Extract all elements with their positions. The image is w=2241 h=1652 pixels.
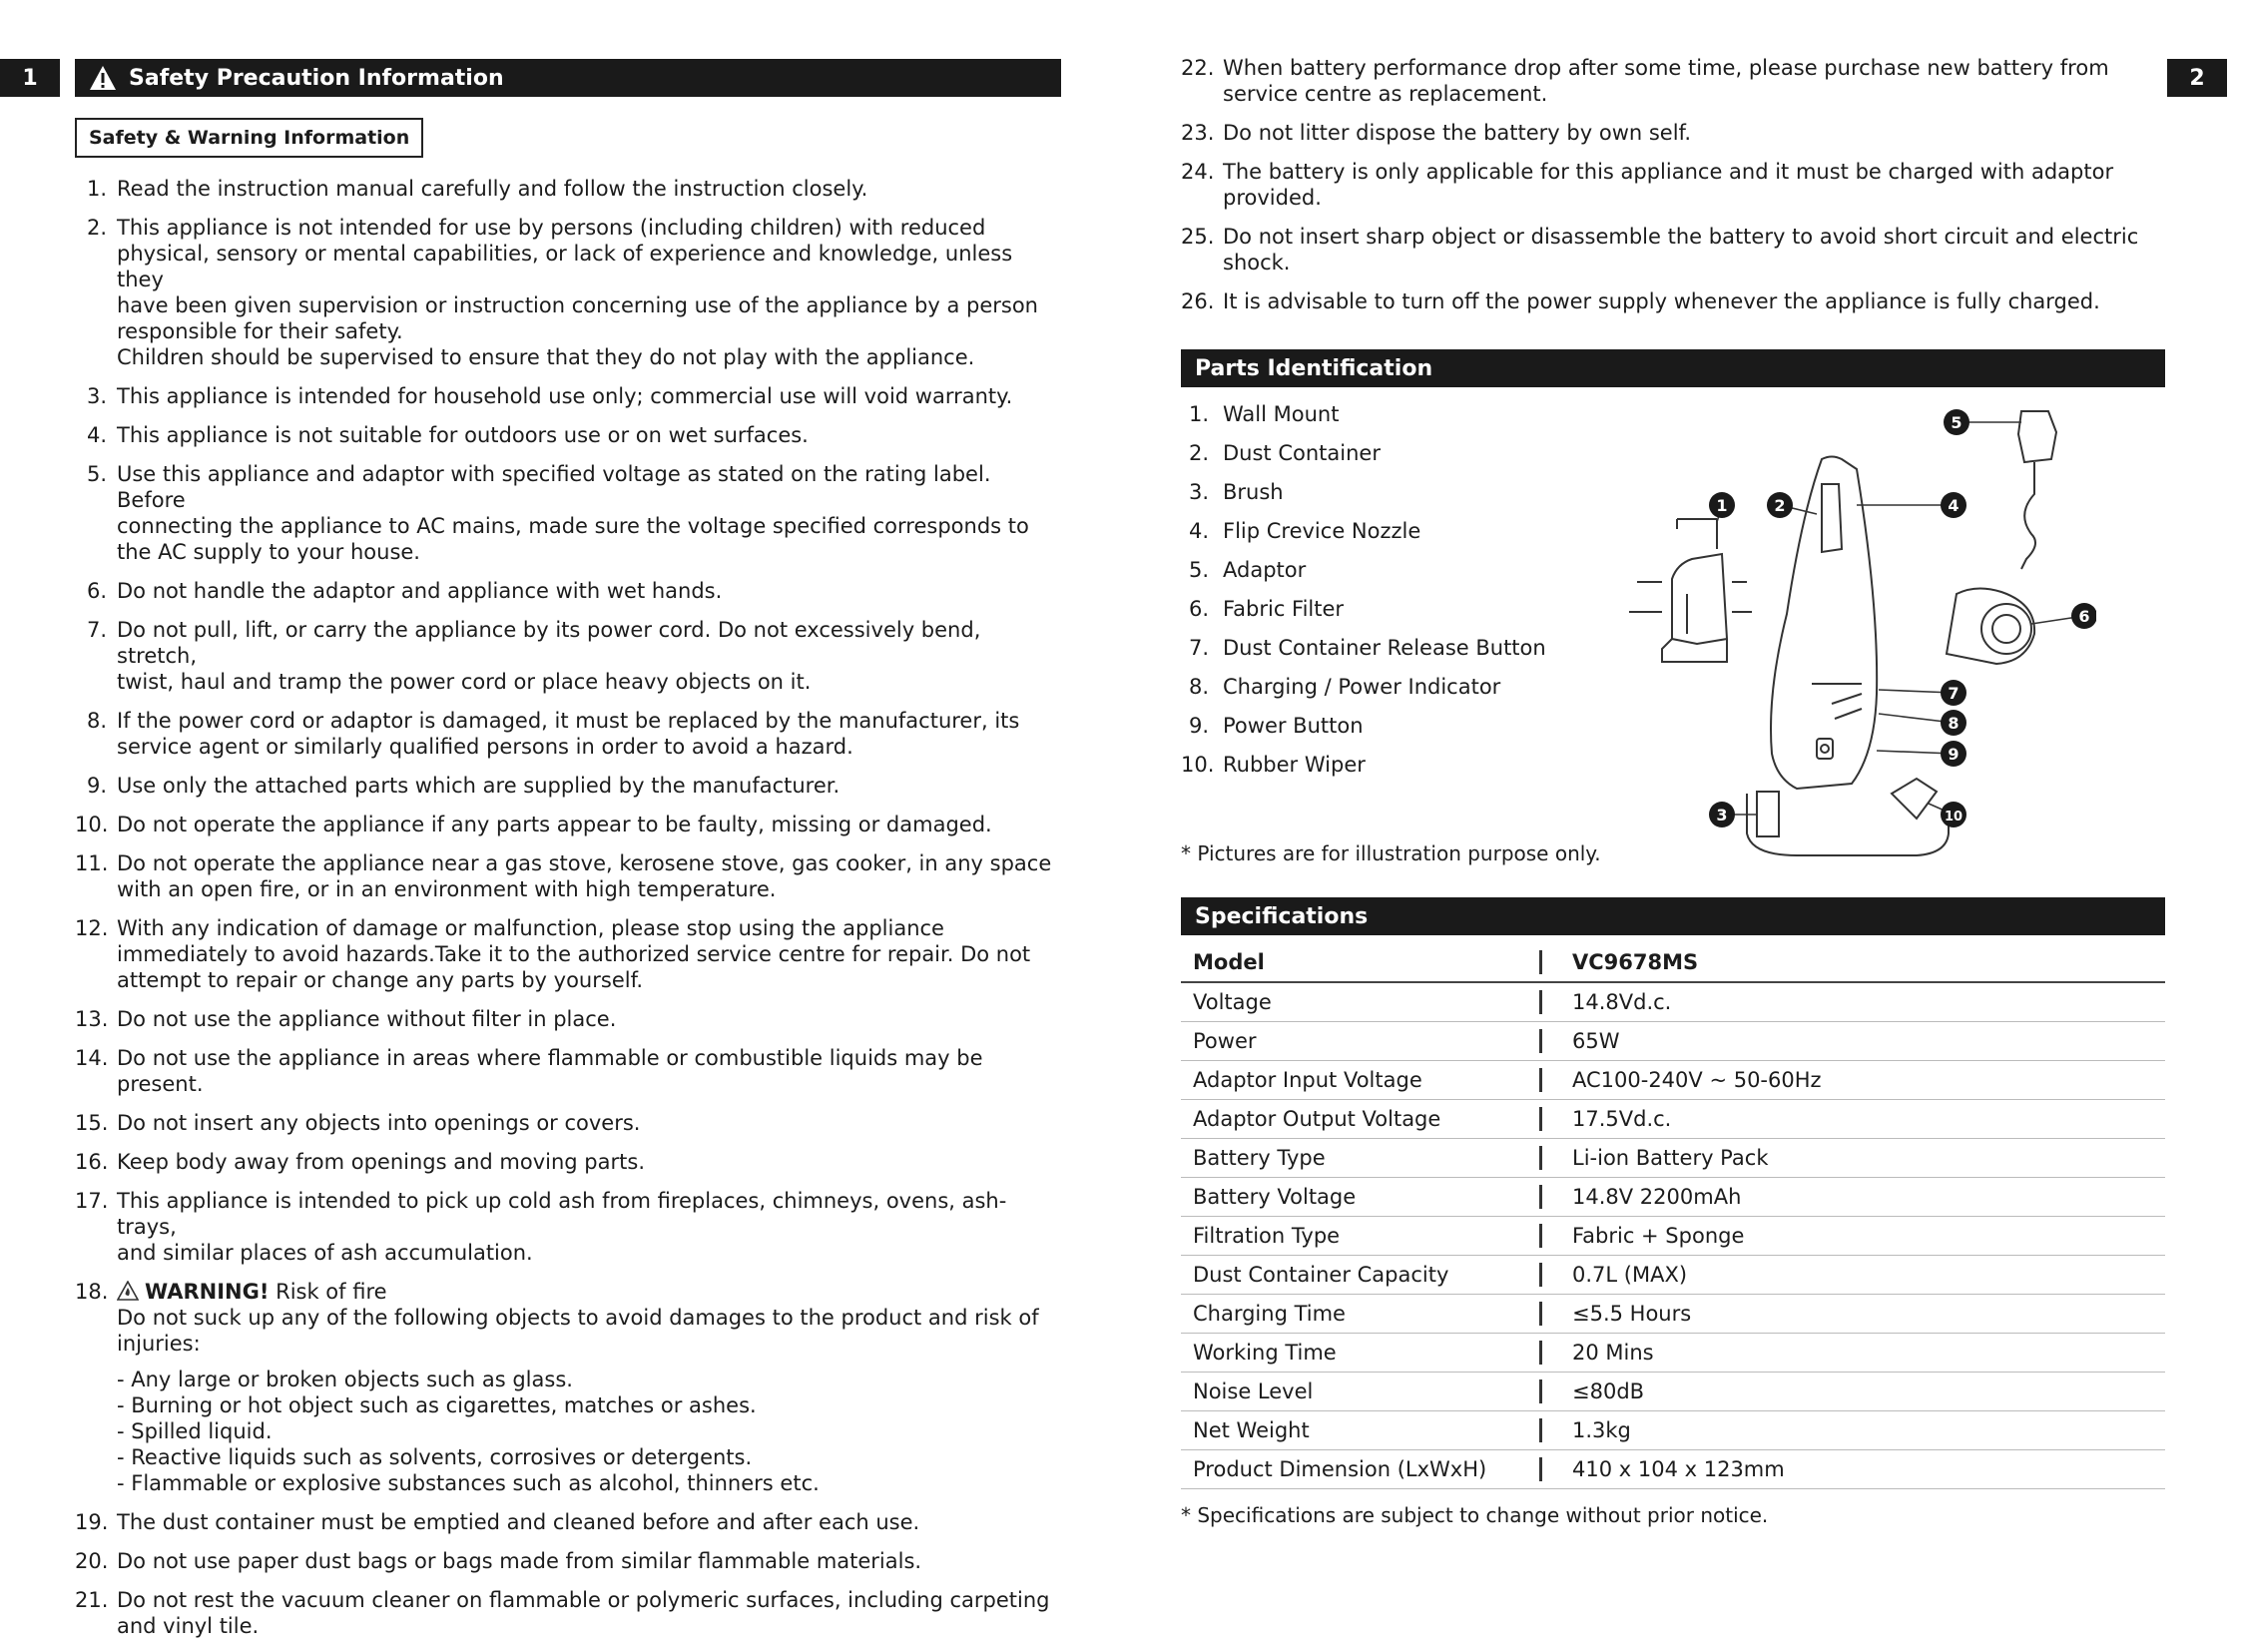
list-item-line: responsible for their safety. [117, 319, 403, 343]
parts-item-number: 9. [1188, 714, 1209, 738]
parts-item-number: 7. [1188, 636, 1209, 660]
callout-7 [1941, 680, 1966, 706]
list-item-line: Do not insert sharp object or disassemble the battery to avoid short circuit and electric [1223, 225, 2139, 249]
list-item-text [117, 383, 1063, 409]
parts-item-label: Dust Container Release Button [1223, 636, 1546, 660]
list-item [1181, 55, 2164, 107]
bullet-item: - Spilled liquid. [117, 1419, 273, 1443]
spec-separator [1522, 943, 1558, 982]
list-item-text [1223, 55, 2164, 107]
callout-5 [1944, 409, 1969, 435]
list-item-line: Do not handle the adaptor and appliance with wet hands. [117, 579, 723, 603]
list-item-text [1223, 120, 2164, 146]
list-item [75, 812, 1063, 837]
list-item-line: This appliance is intended to pick up cold ash from fireplaces, chimneys, ovens, ash-trays, [117, 1189, 1007, 1239]
list-item [1181, 224, 2164, 275]
spec-value: 0.7L (MAX) [1558, 1256, 2165, 1295]
list-item-line: Do not pull, lift, or carry the appliance by its power cord. Do not excessively bend, stretch, [117, 618, 981, 668]
callout-number: 6 [2078, 607, 2090, 626]
wall-mount-drawing [1672, 554, 1727, 644]
page-number-left [0, 59, 60, 97]
spec-value: Li-ion Battery Pack [1558, 1139, 2165, 1178]
list-item-number: 8. [86, 709, 107, 733]
list-item [75, 578, 1063, 604]
safety-warning-subhead [75, 118, 423, 158]
spec-key: Noise Level [1181, 1373, 1522, 1411]
list-item-line: Do not operate the appliance if any parts appear to be faulty, missing or damaged. [117, 813, 992, 836]
specs-note: * Specifications are subject to change without prior notice. [1181, 1503, 1769, 1527]
list-item-text [117, 1587, 1063, 1639]
list-item-number: 11. [75, 851, 109, 875]
list-item-line: With any indication of damage or malfunction, please stop using the appliance [117, 916, 944, 940]
callout-number: 2 [1774, 496, 1786, 515]
parts-note: * Pictures are for illustration purpose only. [1181, 841, 1601, 865]
list-item [75, 1587, 1063, 1639]
list-item-number: 18. [75, 1280, 109, 1304]
list-item-line: Keep body away from openings and moving parts. [117, 1150, 645, 1174]
list-item-text [117, 1110, 1063, 1136]
list-item-line: Do not operate the appliance near a gas stove, kerosene stove, gas cooker, in any space [117, 851, 1052, 875]
list-item [75, 422, 1063, 448]
list-item [75, 215, 1063, 370]
parts-item-number: 10. [1181, 753, 1215, 777]
parts-item-label: Adaptor [1223, 558, 1307, 582]
list-item [1181, 288, 2164, 314]
spec-row [1181, 982, 2165, 1022]
list-item-text [117, 461, 1063, 565]
list-item-number: 25. [1181, 225, 1215, 249]
list-item-text [117, 812, 1063, 837]
specs-header-bar [1181, 897, 2165, 935]
list-item-number: 9. [86, 774, 107, 798]
list-item-text [117, 1188, 1063, 1266]
spec-row [1181, 1295, 2165, 1334]
spec-row [1181, 1061, 2165, 1100]
parts-item [1181, 479, 1546, 518]
adaptor-drawing [2018, 411, 2056, 462]
list-item-text [117, 1006, 1063, 1032]
fabric-filter-drawing [1947, 588, 2034, 664]
spec-separator [1522, 1411, 1558, 1450]
spec-key: Working Time [1181, 1334, 1522, 1373]
parts-item [1181, 635, 1546, 674]
spec-value: 410 x 104 x 123mm [1558, 1450, 2165, 1489]
parts-item-number: 3. [1188, 480, 1209, 504]
spec-separator [1522, 1256, 1558, 1295]
spec-row [1181, 1217, 2165, 1256]
spec-key: Power [1181, 1022, 1522, 1061]
bullet-item: - Any large or broken objects such as glass. [117, 1368, 573, 1391]
list-item-number: 13. [75, 1007, 109, 1031]
bullet-item: - Burning or hot object such as cigarettes, matches or ashes. [117, 1393, 757, 1417]
list-item [1181, 120, 2164, 146]
spec-value: 17.5Vd.c. [1558, 1100, 2165, 1139]
list-item-line: service agent or similarly qualified persons in order to avoid a hazard. [117, 735, 853, 759]
list-item-line: injuries: [117, 1332, 201, 1356]
spec-row [1181, 1256, 2165, 1295]
list-item-line: immediately to avoid hazards.Take it to the authorized service centre for repair. Do not [117, 942, 1031, 966]
spec-value: VC9678MS [1558, 943, 2165, 982]
list-item-line: have been given supervision or instruction concerning use of the appliance by a person [117, 293, 1038, 317]
specifications-table [1181, 943, 2165, 1489]
parts-item-number: 1. [1188, 402, 1209, 426]
parts-header-title: Parts Identification [1195, 355, 1433, 381]
spec-separator [1522, 1139, 1558, 1178]
list-item-number: 26. [1181, 289, 1215, 313]
callout-number: 9 [1948, 745, 1960, 764]
spec-value: 20 Mins [1558, 1334, 2165, 1373]
safety-list-continued [1181, 55, 2164, 327]
parts-item-label: Dust Container [1223, 441, 1381, 465]
spec-value: ≤80dB [1558, 1373, 2165, 1411]
list-item-line: This appliance is not intended for use by persons (including children) with reduced [117, 216, 986, 240]
parts-item [1181, 596, 1546, 635]
list-item-text [117, 1149, 1063, 1175]
page-number-left-text: 1 [22, 65, 38, 91]
parts-item [1181, 518, 1546, 557]
parts-item-number: 4. [1188, 519, 1209, 543]
parts-item [1181, 557, 1546, 596]
list-item [75, 1006, 1063, 1032]
spec-value: 14.8Vd.c. [1558, 982, 2165, 1022]
callout-number: 10 [1944, 810, 1963, 825]
spec-value: 65W [1558, 1022, 2165, 1061]
list-item-number: 19. [75, 1510, 109, 1534]
list-item-line: Do not use paper dust bags or bags made from similar flammable materials. [117, 1549, 922, 1573]
spec-row [1181, 1334, 2165, 1373]
spec-key: Filtration Type [1181, 1217, 1522, 1256]
list-item-line: and similar places of ash accumulation. [117, 1241, 533, 1265]
spec-row [1181, 1373, 2165, 1411]
list-item-line: Use only the attached parts which are supplied by the manufacturer. [117, 774, 840, 798]
list-item-number: 20. [75, 1549, 109, 1573]
list-item-text [117, 915, 1063, 993]
list-item-number: 7. [86, 618, 107, 642]
list-item [75, 1509, 1063, 1535]
parts-item-number: 2. [1188, 441, 1209, 465]
spec-key: Adaptor Output Voltage [1181, 1100, 1522, 1139]
list-item-line: provided. [1223, 186, 1322, 210]
spec-row [1181, 1411, 2165, 1450]
spec-separator [1522, 1061, 1558, 1100]
list-item-line: It is advisable to turn off the power supply whenever the appliance is fully charged. [1223, 289, 2100, 313]
list-item-line: When battery performance drop after some time, please purchase new battery from [1223, 56, 2109, 80]
list-item-line: service centre as replacement. [1223, 82, 1548, 106]
parts-item-label: Rubber Wiper [1223, 753, 1366, 777]
list-item-text [1223, 288, 2164, 314]
list-item-text [117, 1045, 1063, 1097]
list-item-number: 23. [1181, 121, 1215, 145]
parts-item [1181, 401, 1546, 440]
spec-key: Voltage [1181, 982, 1522, 1022]
list-item-number: 24. [1181, 160, 1215, 184]
spec-value: 14.8V 2200mAh [1558, 1178, 2165, 1217]
spec-separator [1522, 1022, 1558, 1061]
list-item-text [1223, 159, 2164, 211]
spec-separator [1522, 1178, 1558, 1217]
list-item-line: The battery is only applicable for this appliance and it must be charged with adaptor [1223, 160, 2114, 184]
list-item-number: 21. [75, 1588, 109, 1612]
list-item-number: 16. [75, 1150, 109, 1174]
list-item-number: 1. [86, 177, 107, 201]
list-item [75, 915, 1063, 993]
list-item [75, 850, 1063, 902]
callout-4 [1941, 492, 1966, 518]
parts-item-label: Flip Crevice Nozzle [1223, 519, 1421, 543]
list-item-line: the AC supply to your house. [117, 540, 420, 564]
list-item-line: Do not suck up any of the following objects to avoid damages to the product and risk of [117, 1306, 1039, 1330]
parts-item [1181, 752, 1546, 791]
spec-separator [1522, 982, 1558, 1022]
list-item-line: Do not use the appliance in areas where flammable or combustible liquids may be [117, 1046, 983, 1070]
list-item-line: Do not litter dispose the battery by own self. [1223, 121, 1692, 145]
spec-row [1181, 1450, 2165, 1489]
parts-diagram [1617, 394, 2096, 873]
spec-key: Dust Container Capacity [1181, 1256, 1522, 1295]
spec-key: Model [1181, 943, 1522, 982]
spec-separator [1522, 1217, 1558, 1256]
list-item-text [117, 176, 1063, 202]
parts-item [1181, 440, 1546, 479]
list-item [75, 383, 1063, 409]
callout-6 [2071, 603, 2096, 629]
list-item-number: 14. [75, 1046, 109, 1070]
spec-separator [1522, 1450, 1558, 1489]
list-item-number: 12. [75, 916, 109, 940]
parts-item-label: Wall Mount [1223, 402, 1340, 426]
spec-row [1181, 1178, 2165, 1217]
list-item-number: 4. [86, 423, 107, 447]
list-item-text [117, 422, 1063, 448]
list-item [75, 1045, 1063, 1097]
list-item-line: This appliance is intended for household use only; commercial use will void warranty. [117, 384, 1013, 408]
parts-item-number: 6. [1188, 597, 1209, 621]
parts-item [1181, 713, 1546, 752]
list-item-line: Read the instruction manual carefully and follow the instruction closely. [117, 177, 868, 201]
spec-separator [1522, 1100, 1558, 1139]
parts-item-label: Fabric Filter [1223, 597, 1345, 621]
list-item [75, 1188, 1063, 1266]
callout-3 [1709, 802, 1735, 827]
warning-label: WARNING! [145, 1280, 270, 1304]
list-item-text [117, 215, 1063, 370]
list-item [75, 1110, 1063, 1136]
fire-warning-icon [117, 1281, 139, 1301]
parts-item-number: 8. [1188, 675, 1209, 699]
parts-item [1181, 674, 1546, 713]
list-item-line: with an open fire, or in an environment with high temperature. [117, 877, 777, 901]
warning-triangle-icon [89, 65, 117, 91]
list-item-number: 5. [86, 462, 107, 486]
safety-header-bar [75, 59, 1061, 97]
list-item-line: This appliance is not suitable for outdoors use or on wet surfaces. [117, 423, 809, 447]
spec-value: AC100-240V ~ 50-60Hz [1558, 1061, 2165, 1100]
callout-number: 8 [1948, 714, 1960, 733]
list-item-line: physical, sensory or mental capabilities, or lack of experience and knowledge, unless they [117, 242, 1013, 291]
callout-number: 1 [1716, 496, 1728, 515]
list-item-text [117, 578, 1063, 604]
safety-warning-subhead-text: Safety & Warning Information [89, 127, 410, 149]
specs-header-title: Specifications [1195, 903, 1369, 929]
warning-row [117, 1279, 1063, 1305]
spec-row [1181, 1022, 2165, 1061]
spec-separator [1522, 1334, 1558, 1373]
parts-header-bar [1181, 349, 2165, 387]
list-item-number: 3. [86, 384, 107, 408]
callout-number: 5 [1951, 413, 1962, 432]
list-item-line: Do not insert any objects into openings or covers. [117, 1111, 641, 1135]
parts-list [1181, 401, 1546, 791]
list-item-line: Use this appliance and adaptor with specified voltage as stated on the rating label. Before [117, 462, 991, 512]
spec-row [1181, 1100, 2165, 1139]
list-item [75, 1548, 1063, 1574]
callout-8 [1941, 710, 1966, 736]
list-item-number: 15. [75, 1111, 109, 1135]
list-item-text [117, 1509, 1063, 1535]
spec-key: Battery Voltage [1181, 1178, 1522, 1217]
list-item [75, 461, 1063, 565]
callout-number: 3 [1716, 806, 1728, 825]
list-item-line: attempt to repair or change any parts by yourself. [117, 968, 644, 992]
spec-key: Charging Time [1181, 1295, 1522, 1334]
list-item-line: present. [117, 1072, 204, 1096]
list-item-line: and vinyl tile. [117, 1614, 260, 1638]
list-item-number: 6. [86, 579, 107, 603]
list-item-text [117, 617, 1063, 695]
list-item-text [117, 708, 1063, 760]
list-item-text [117, 850, 1063, 902]
list-item-line: The dust container must be emptied and cleaned before and after each use. [117, 1510, 920, 1534]
list-item-text [117, 1548, 1063, 1574]
callout-2 [1767, 492, 1793, 518]
list-item-line: connecting the appliance to AC mains, made sure the voltage specified corresponds to [117, 514, 1029, 538]
spec-separator [1522, 1295, 1558, 1334]
list-item [75, 1149, 1063, 1175]
list-item-text [117, 773, 1063, 799]
parts-item-label: Brush [1223, 480, 1284, 504]
list-item-number: 17. [75, 1189, 109, 1213]
spec-key: Adaptor Input Voltage [1181, 1061, 1522, 1100]
parts-item-number: 5. [1188, 558, 1209, 582]
list-item [1181, 159, 2164, 211]
spec-key: Product Dimension (LxWxH) [1181, 1450, 1522, 1489]
warning-text: Risk of fire [269, 1280, 387, 1304]
list-item-text [117, 1279, 1063, 1496]
parts-item-label: Charging / Power Indicator [1223, 675, 1501, 699]
list-item-number: 10. [75, 813, 109, 836]
list-item-text [1223, 224, 2164, 275]
list-item [75, 617, 1063, 695]
callout-number: 7 [1948, 684, 1960, 703]
list-item-number: 22. [1181, 56, 1215, 80]
spec-value: 1.3kg [1558, 1411, 2165, 1450]
list-item-line: Do not rest the vacuum cleaner on flammable or polymeric surfaces, including carpeting [117, 1588, 1050, 1612]
spec-separator [1522, 1373, 1558, 1411]
list-item-line: twist, haul and tramp the power cord or place heavy objects on it. [117, 670, 812, 694]
list-item-line: If the power cord or adaptor is damaged, it must be replaced by the manufacturer, its [117, 709, 1020, 733]
spec-value: ≤5.5 Hours [1558, 1295, 2165, 1334]
spec-key: Battery Type [1181, 1139, 1522, 1178]
list-item [75, 773, 1063, 799]
spec-row [1181, 1139, 2165, 1178]
callout-9 [1941, 741, 1966, 767]
list-item-line: Children should be supervised to ensure that they do not play with the appliance. [117, 345, 975, 369]
list-item-number: 2. [86, 216, 107, 240]
safety-header-title: Safety Precaution Information [129, 65, 504, 91]
parts-item-label: Power Button [1223, 714, 1364, 738]
list-item [75, 708, 1063, 760]
callout-1 [1709, 492, 1735, 518]
spec-key: Net Weight [1181, 1411, 1522, 1450]
spec-row [1181, 943, 2165, 982]
bullet-list [117, 1367, 1063, 1496]
callout-10 [1941, 802, 1966, 827]
bullet-item: - Flammable or explosive substances such as alcohol, thinners etc. [117, 1471, 820, 1495]
list-item-line: shock. [1223, 251, 1291, 275]
page-number-right [2167, 59, 2227, 97]
bullet-item: - Reactive liquids such as solvents, corrosives or detergents. [117, 1445, 753, 1469]
list-item [75, 176, 1063, 202]
callout-number: 4 [1948, 496, 1960, 515]
page-number-right-text: 2 [2189, 65, 2205, 91]
list-item-warning [75, 1279, 1063, 1496]
safety-list [75, 176, 1063, 1652]
spec-value: Fabric + Sponge [1558, 1217, 2165, 1256]
list-item-line: Do not use the appliance without filter in place. [117, 1007, 617, 1031]
